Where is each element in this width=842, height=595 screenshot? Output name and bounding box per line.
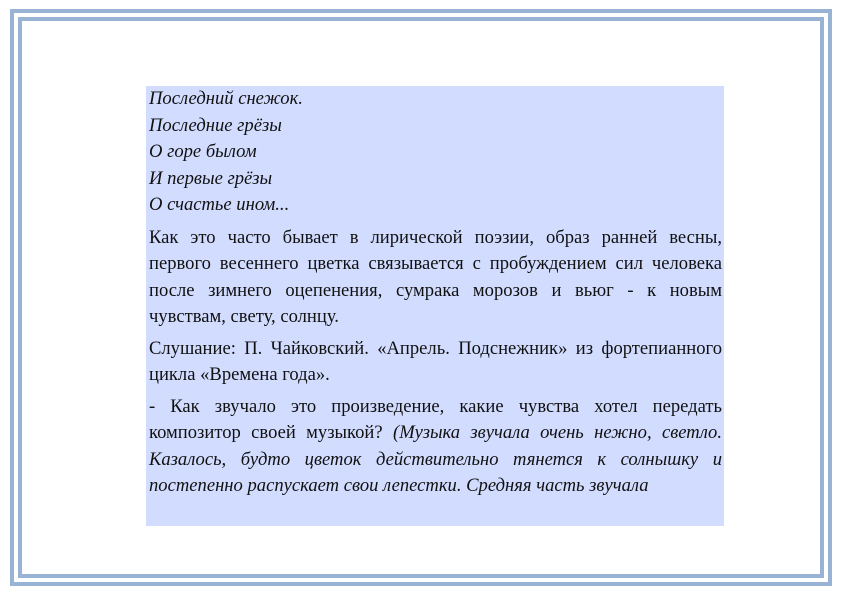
- question-paragraph: [146, 394, 724, 500]
- poem-excerpt: [146, 86, 724, 219]
- poem-line: Последние грёзы: [149, 114, 282, 136]
- intro-paragraph: Как это часто бывает в лирической поэзии, образ ранней весны, первого весеннего цветка связывается с пробуждением сил человека после зимнего оцепенения, сумрака морозов и вьюг - к новым чувствам, свету, солнцу.: [149, 226, 722, 327]
- poem-line: И первые грёзы: [149, 167, 273, 189]
- text-box: [146, 86, 724, 526]
- poem-line: О горе былом: [149, 141, 257, 162]
- listening-paragraph: Слушание: П. Чайковский. «Апрель. Подснежник» из фортепианного цикла «Времена года».: [149, 337, 722, 385]
- poem-line: О счастье ином...: [149, 194, 290, 215]
- poem-line: Последний снежок.: [149, 88, 303, 109]
- question-text: - Как звучало это произведение, какие чувства хотел передать композитор своей музыкой?: [149, 395, 722, 443]
- answer-text: (Музыка звучала очень нежно, светло. Казалось, будто цветок действительно тянется к солнышку и постепенно распускает свои лепестки. Средняя часть звучала: [149, 422, 722, 496]
